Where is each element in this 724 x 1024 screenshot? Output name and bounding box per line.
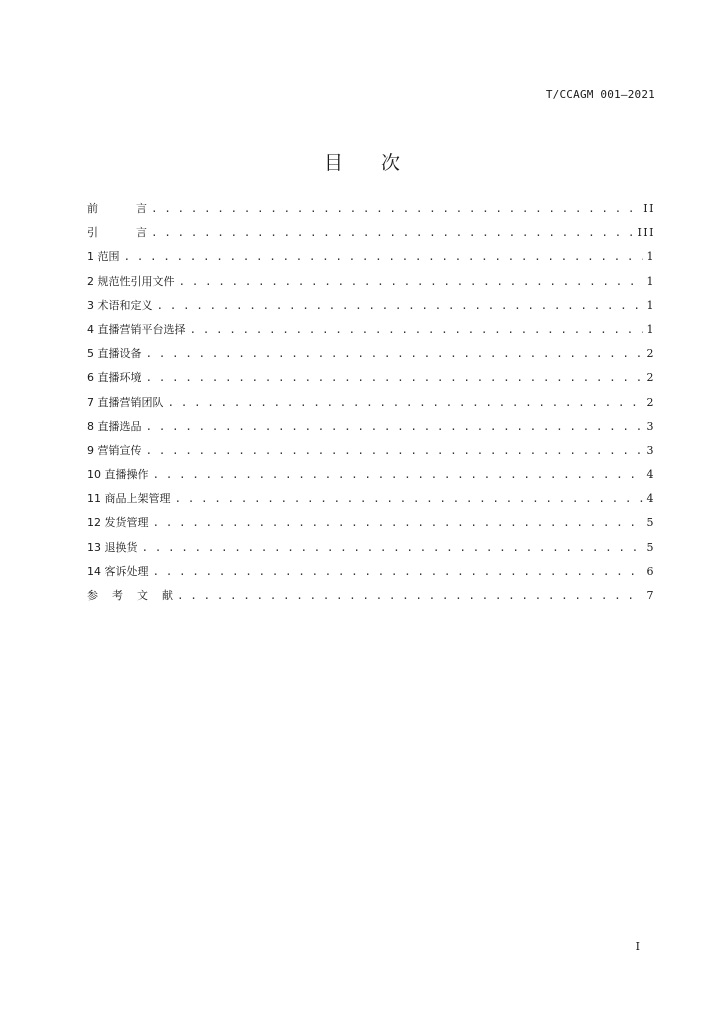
toc-entry-page: 4 <box>646 468 655 482</box>
toc-title-char: 目 <box>323 152 381 174</box>
toc-entry-label: 13 退换货 <box>87 540 138 554</box>
toc-label-char: 考 <box>112 589 123 602</box>
toc-entry-introduction[interactable] <box>87 221 655 245</box>
toc-label-char: 献 <box>162 589 173 602</box>
toc-entry-page: 1 <box>646 250 655 264</box>
toc-label-char: 言 <box>136 202 147 215</box>
toc-entry-11[interactable] <box>87 487 655 511</box>
page-number: I <box>635 940 640 953</box>
toc-entry-page: 5 <box>646 516 655 530</box>
toc-entry-page: 2 <box>646 395 655 409</box>
document-code: T/CCAGM 001—2021 <box>545 88 655 101</box>
dot-leader <box>146 366 643 390</box>
toc-entry-page: 3 <box>646 443 655 457</box>
toc-entry-page: 2 <box>646 371 655 385</box>
dot-leader <box>175 487 643 511</box>
toc-entry-label: 7 直播营销团队 <box>87 395 164 409</box>
toc-entry-9[interactable] <box>87 439 655 463</box>
toc-entry-references[interactable] <box>87 584 655 608</box>
toc-entry-13[interactable] <box>87 536 655 560</box>
dot-leader <box>142 536 643 560</box>
dot-leader <box>157 294 643 318</box>
toc-entry-label: 14 客诉处理 <box>87 564 149 578</box>
dot-leader <box>190 318 643 342</box>
dot-leader <box>153 511 643 535</box>
toc-label-char: 参 <box>87 589 98 602</box>
toc-entry-label <box>87 584 173 608</box>
dot-leader <box>151 221 633 245</box>
dot-leader <box>146 415 643 439</box>
toc-entry-12[interactable] <box>87 511 655 535</box>
toc-entry-page: 6 <box>646 564 655 578</box>
dot-leader <box>146 439 643 463</box>
toc-entry-label: 8 直播选品 <box>87 419 142 433</box>
toc-entry-3[interactable] <box>87 294 655 318</box>
toc-entry-foreword[interactable] <box>87 197 655 221</box>
toc-entry-4[interactable] <box>87 318 655 342</box>
toc-entry-page: 3 <box>646 419 655 433</box>
toc-entry-label <box>87 197 147 221</box>
toc-entry-label: 11 商品上架管理 <box>87 492 171 506</box>
dot-leader <box>168 391 643 415</box>
toc-entry-page: 1 <box>646 322 655 336</box>
toc-entry-2[interactable] <box>87 270 655 294</box>
toc-label-char: 引 <box>87 226 98 240</box>
toc-label-char: 言 <box>136 226 147 240</box>
dot-leader <box>153 463 643 487</box>
toc-label-char: 文 <box>137 589 148 602</box>
toc-entry-1[interactable] <box>87 245 655 269</box>
dot-leader <box>146 342 643 366</box>
table-of-contents <box>87 197 655 608</box>
toc-entry-label: 6 直播环境 <box>87 371 142 385</box>
toc-entry-5[interactable] <box>87 342 655 366</box>
toc-entry-10[interactable] <box>87 463 655 487</box>
toc-entry-page: 2 <box>646 347 655 361</box>
toc-entry-page: III <box>637 226 655 240</box>
toc-entry-page: 7 <box>646 589 655 602</box>
toc-entry-page: 5 <box>646 540 655 554</box>
toc-entry-label <box>87 221 147 245</box>
dot-leader <box>153 560 643 584</box>
toc-entry-8[interactable] <box>87 415 655 439</box>
toc-entry-label: 2 规范性引用文件 <box>87 274 175 288</box>
toc-entry-page: 1 <box>646 274 655 288</box>
dot-leader <box>177 584 643 608</box>
toc-label-char: 前 <box>87 202 98 215</box>
toc-entry-label: 12 发货管理 <box>87 516 149 530</box>
dot-leader <box>151 197 639 221</box>
toc-entry-label: 9 营销宣传 <box>87 443 142 457</box>
dot-leader <box>124 245 643 269</box>
toc-entry-label: 3 术语和定义 <box>87 298 153 312</box>
toc-entry-label: 4 直播营销平台选择 <box>87 322 186 336</box>
toc-title-char: 次 <box>381 152 439 174</box>
toc-entry-6[interactable] <box>87 366 655 390</box>
toc-entry-page: 1 <box>646 298 655 312</box>
toc-entry-label: 10 直播操作 <box>87 468 149 482</box>
toc-entry-label: 5 直播设备 <box>87 347 142 361</box>
toc-entry-14[interactable] <box>87 560 655 584</box>
toc-entry-page: 4 <box>646 492 655 506</box>
toc-entry-label: 1 范围 <box>87 250 120 264</box>
toc-entry-page: II <box>643 202 655 215</box>
dot-leader <box>179 270 643 294</box>
toc-title <box>0 148 724 175</box>
toc-entry-7[interactable] <box>87 391 655 415</box>
